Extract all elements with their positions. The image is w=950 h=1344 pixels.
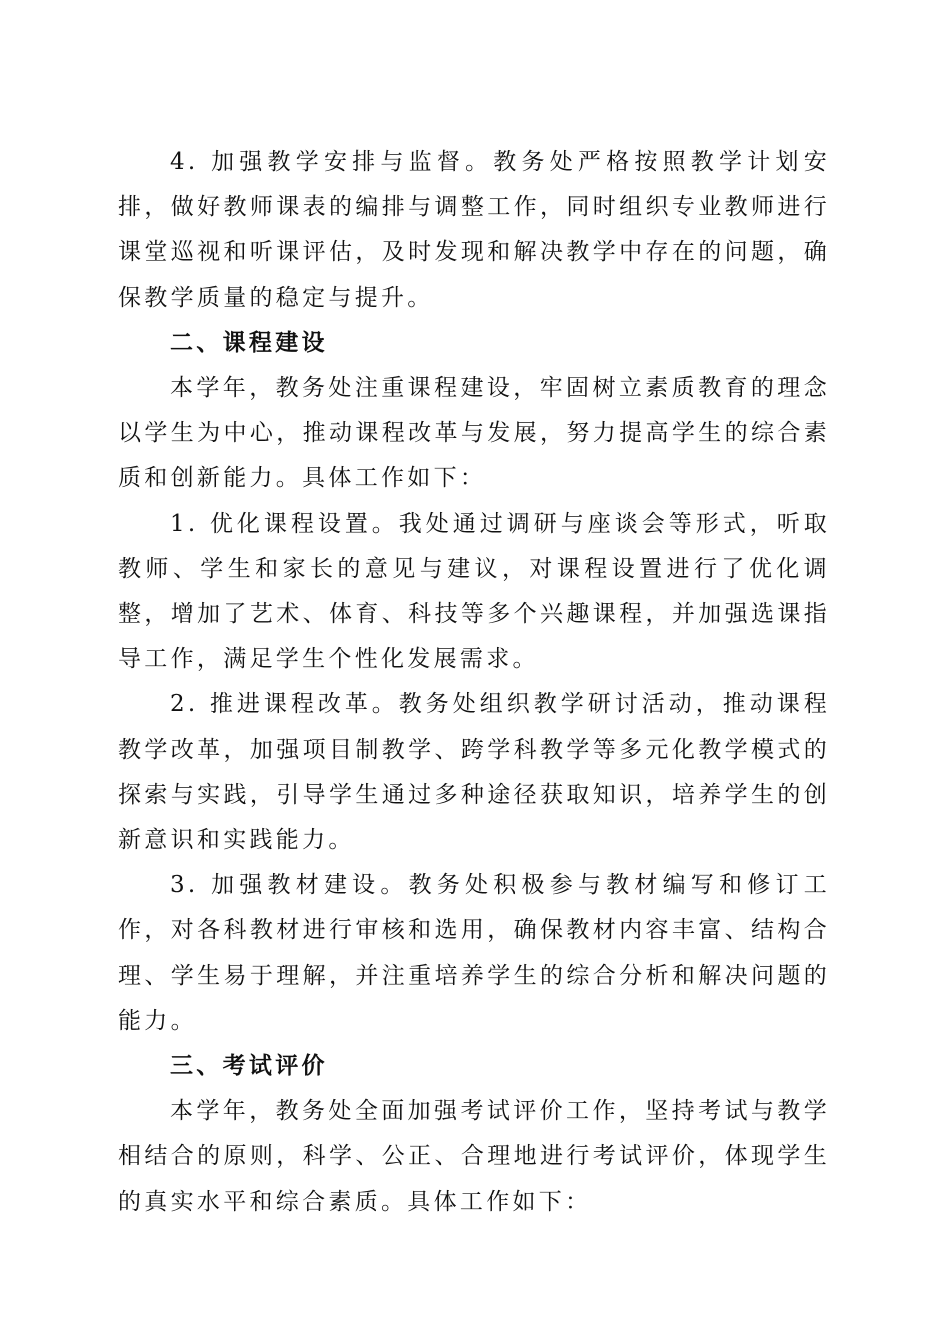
para-teaching-supervision: 4. 加强教学安排与监督。教务处严格按照教学计划安排，做好教师课表的编排与调整工作，同时组织专业教师进行课堂巡视和听课评估，及时发现和解决教学中存在的问题，确保教学质量的稳定与提升。 (118, 149, 830, 311)
para-course-intro: 本学年，教务处注重课程建设，牢固树立素质教育的理念以学生为中心，推动课程改革与发展，努力提高学生的综合素质和创新能力。具体工作如下： (118, 375, 830, 492)
para-textbook-construction: 3. 加强教材建设。教务处积极参与教材编写和修订工作，对各科教材进行审核和选用，确保教材内容丰富、结构合理、学生易于理解，并注重培养学生的综合分析和解决问题的能力。 (118, 872, 830, 1034)
para-optimize-courses: 1. 优化课程设置。我处通过调研与座谈会等形式，听取教师、学生和家长的意见与建议，对课程设置进行了优化调整，增加了艺术、体育、科技等多个兴趣课程，并加强选课指导工作，满足学生个性化发展需求。 (118, 510, 830, 673)
heading-course-construction: 二、课程建设 (170, 329, 328, 356)
para-exam-intro: 本学年，教务处全面加强考试评价工作，坚持考试与教学相结合的原则，科学、公正、合理地进行考试评价，体现学生的真实水平和综合素质。具体工作如下： (118, 1098, 830, 1215)
heading-exam-evaluation: 三、考试评价 (170, 1053, 328, 1080)
para-course-reform: 2. 推进课程改革。教务处组织教学研讨活动，推动课程教学改革，加强项目制教学、跨学科教学等多元化教学模式的探索与实践，引导学生通过多种途径获取知识，培养学生的创新意识和实践能力。 (118, 691, 830, 854)
document-body (118, 140, 830, 1225)
